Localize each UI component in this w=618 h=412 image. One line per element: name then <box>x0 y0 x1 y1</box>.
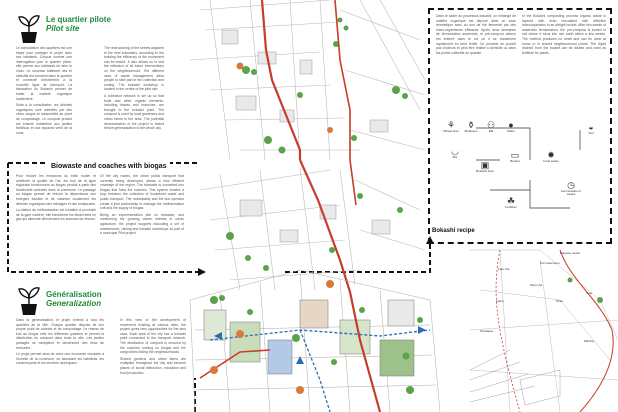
map-place-label: Pirae <box>556 299 564 303</box>
biowaste-title: Biowaste and coaches with biogas <box>48 162 170 171</box>
pilot-site-title-fr: Le quartier pilote <box>46 15 111 24</box>
soil-icon: ◒ <box>588 122 594 132</box>
generalisation-title-fr: Généralisation <box>46 290 102 299</box>
bottle-icon: ⚇ <box>486 120 496 130</box>
map-place-label: Punaauia <box>480 329 493 333</box>
recipe-step-label: Soil <box>588 131 594 135</box>
map-place-label: Papeete centre <box>560 251 581 255</box>
water-drop-icon: ● <box>508 120 514 130</box>
generalisation-title-en: Generalization <box>46 299 102 308</box>
pilot-site-title-en: Pilot site <box>46 24 80 33</box>
bowl-icon: ◡ <box>451 146 459 156</box>
harbour-piers <box>470 350 560 405</box>
pilot-text-fr-p2: Suite à la consultation, les déchets organiques sont collectés par des vélos cargos et rassemblés au point de compostage. Le compost produit est ensuite redistribué aux jardins familiaux et aux espaces verts de la zone. <box>16 103 72 135</box>
recipe-step-label: Mix <box>452 155 458 159</box>
leaf-icon: ☘ <box>506 196 516 206</box>
recipe-step-label: Bucket <box>510 159 520 163</box>
jar-icon: ⚱ <box>467 120 475 130</box>
recipe-text-fr: Dans le cadre du processus bokashi, un mélange de matière organique est déposé dans un seau hermétique avec du son de blé fermenté par des micro-organismes efficaces. Après deux semaines de fermentation anaérobie, le pré-compost obtenu est enterré dans le sol où il se transforme rapidement en terre fertile. Ce procédé ne produit pas d'odeurs et peut être réalisé à domicile ou dans les points collectifs du quartier. <box>436 14 516 55</box>
biowaste-text-en-p1: Of the city routes, the urban public transport that currently being developed, allows a new efficient coverage of the region. The biowaste is converted into biogas that fuels the coaches. This system creates a loop between the collection of household waste and public transport. The municipality and the bus operator create a joint partnership to manage the methanisation unit and the supply of biogas. <box>100 174 184 211</box>
regional-route <box>560 250 613 412</box>
recipe-step-label: Molasses <box>464 129 478 133</box>
recipe-step-label: Wheat bran <box>443 129 459 133</box>
map-place-label: Port autonome <box>540 261 560 265</box>
biowaste-text-en-p2: Being an experimentation site on biowaste, and conforming the growing citizen interest in urban agriculture, the project supports educating a set of maintenance, raising and bokashi workshops as part of a municipal Pilot project. <box>100 212 184 236</box>
biowaste-text-fr-p1: Pour réduire les émissions du trafic routier et améliorer la qualité de l'air, les bus de la ligne régionale fonctionnent au biogaz produit à partir des biodéchets collectés dans la commune. Le passage au biogaz permet de réduire la dépendance aux énergies fossiles et de valoriser localement les déchets organiques des ménages et des restaurants. <box>16 174 96 206</box>
generalisation-text-fr-p1: Dans la généralisation, le projet s'étend à tous les quartiers de la ville. Chaque quartier dispose de son propre point de collecte et de compostage. Le réseau de bus au biogaz relie les différents quartiers et permet la distribution du compost dans toute la ville. Les jardins partagés se multiplient et deviennent des lieux de rencontre. <box>16 318 104 350</box>
recipe-text-en: In the Bokashi composting process organic waste is layered with bran inoculated with effective microorganisms in an airtight bucket. After two weeks of anaerobic fermentation, the pre-compost is buried in soil where it turns into rich earth within a few weeks. The method produces no smell and can be done at home or in shared neighbourhood points. The liquid drained from the bucket can be diluted and used as fertiliser for plants. <box>522 14 606 55</box>
recipe-step-label: Bokashi bran <box>476 169 494 173</box>
pilot-text-fr-p1: Le consultation des quartiers est une étape pour partager le projet avec ses habitants. Conçue comme une interrogation pour le quartier pilote, elle permet aux habitants de faire le choix. Le nouveau bâtiment des tri sélectifs est construit dans le quartier et connecté directement à la nouvelle ligne de transport. La fabrication du Bokashi permet de traiter la matière organique localement. <box>16 46 72 101</box>
clock-icon: ◷ <box>567 180 575 190</box>
pilot-text-en-p2: A collection network is set up so that fruits and other organic elements, including leaves and branches, are brought to the bokashi point. The compost is used by local gardeners and urban farms in the area. The potential demonstration of the project is tested before generalisation to the whole city. <box>104 93 164 131</box>
biowaste-text-fr-p2: La station de méthanisation est installée à proximité de la gare routière, elle transforme les biodéchets en gaz qui alimente directement les autocars du réseau. <box>16 208 96 222</box>
generalisation-text-fr-p2: Le projet permet ainsi de créer une économie circulaire à l'échelle de la commune, en associant les habitants, les commerçants et les services municipaux. <box>16 352 104 366</box>
generalisation-text-en-p2: Shared gardens and urban farms are multiplied throughout the city and become places of social interaction, education and food production. <box>120 356 186 375</box>
recipe-step-label: EM <box>488 129 494 133</box>
recipe-step-label: Water <box>507 129 515 133</box>
map-place-label: Faa'a <box>496 299 504 303</box>
wheat-icon: ⚘ <box>446 120 456 130</box>
bucket-icon: ▭ <box>510 150 520 160</box>
map-place-label: Mahina <box>584 339 594 343</box>
food-waste-icon: ✸ <box>547 150 555 160</box>
bokashi-recipe-title: Bokashi recipe <box>432 228 475 234</box>
recipe-step-label: Food waste <box>543 159 559 163</box>
bag-icon: ▣ <box>480 160 490 170</box>
pilot-text-en-p1: The restructuring of the streets adjacent to the new subsidiary, according to the building the efficiency of the movement can be tested. It also allows us to test the reflection of all future interventions on the neighbourhood. The different uses of waste management allow people to take part in the collection and sorting. The bokashi workshop is located in the centre of the pilot site. <box>104 46 164 92</box>
map-place-label: Arue <box>586 291 593 295</box>
map-place-label: Fare Ute <box>498 267 510 271</box>
recipe-step-label: Fermentation 2 weeks <box>560 189 582 197</box>
generalisation-text-en-p1: In this view of the development of movement existing at various sites, the project gives new opportunities for the land uses. Each area of the city has a bokashi point connected to the transport network. The distribution of compost is ensured by the coaches running on biogas and the cargo bikes linking the neighbourhoods. <box>120 318 186 355</box>
recipe-step-label: Fertilizer <box>505 205 517 209</box>
map-place-label: Motu Uta <box>530 283 543 287</box>
